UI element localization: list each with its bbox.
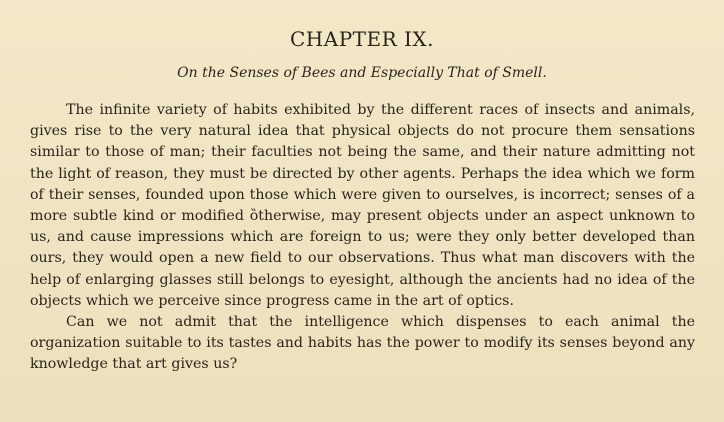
body-text bbox=[30, 100, 695, 376]
paragraph: Can we not admit that the intelligence which dispenses to each animal the organization suitable to its tastes and habits has the power to modify its senses beyond any knowledge that art gives us? bbox=[30, 314, 695, 373]
chapter-subtitle: On the Senses of Bees and Especially That of Smell. bbox=[177, 65, 547, 81]
chapter-title: CHAPTER IX. bbox=[290, 27, 434, 51]
paragraph: The infinite variety of habits exhibited by the different races of insects and animals, gives rise to the very natural idea that physical objects do not procure them sensations similar to those of man; their faculties not being the same, and their nature admitting not the light of reason, they must be directed by other agents. Perhaps the idea which we form of their senses, founded upon those which were given to ourselves, is incorrect; senses of a more subtle kind or modified ȍtherwise, may present objects under an aspect unknown to us, and cause impressions which are foreign to us; were they only better developed than ours, they would open a new field to our observations. Thus what man discovers with the help of enlarging glasses still belongs to eyesight, although the ancients had no idea of the objects which we perceive since progress came in the art of optics. bbox=[30, 102, 695, 309]
